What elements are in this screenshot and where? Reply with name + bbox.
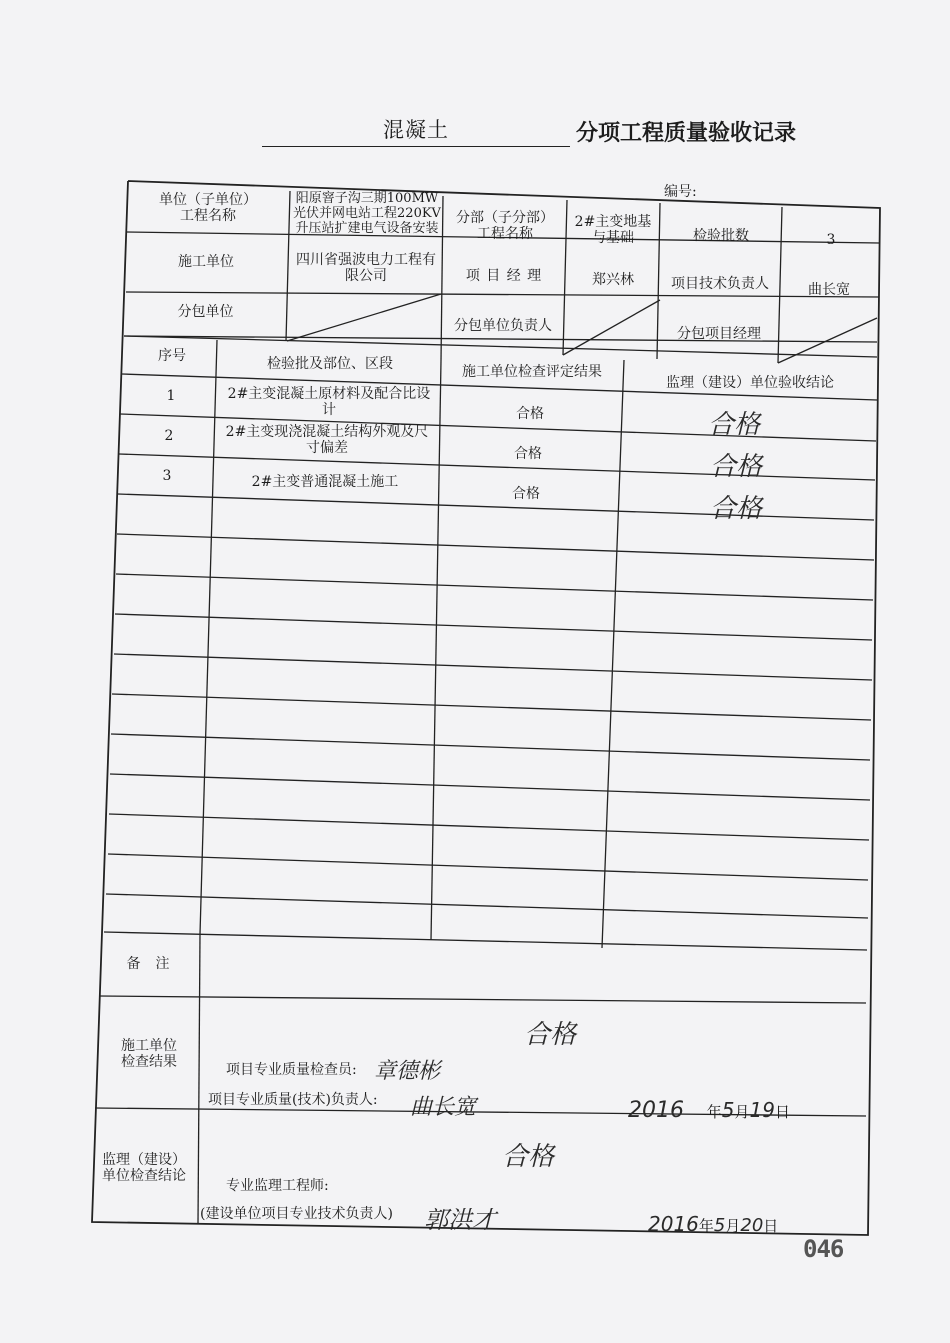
col-header-conclusion: 监理（建设）单位验收结论 [666, 375, 834, 391]
supervisor-date [648, 1212, 778, 1236]
contractor-date-month-char: 月 [734, 1103, 750, 1121]
row1-conclusion: 合格 [708, 410, 761, 440]
owner-label: (建设单位项目专业技术负责人) [200, 1206, 393, 1222]
row3-conclusion: 合格 [710, 494, 763, 524]
contractor-date-year-char: 年 [706, 1103, 722, 1121]
tech-lead-signature: 曲长宽 [410, 1095, 477, 1120]
sub-lead-label: 分包单位负责人 [454, 318, 552, 334]
contractor-date [628, 1098, 790, 1123]
row2-conclusion: 合格 [710, 452, 763, 482]
supervisor-date-year-char: 年 [698, 1217, 714, 1235]
unit-label: 单位（子单位） 工程名称 [159, 192, 257, 225]
supervisor-date-month-char: 月 [725, 1217, 741, 1235]
col-header-no: 序号 [158, 348, 186, 364]
row3-no: 3 [162, 468, 172, 484]
row1-no: 1 [166, 388, 176, 404]
pm-label: 项 目 经 理 [465, 268, 543, 284]
form-title: 分项工程质量验收记录 [576, 121, 797, 146]
page-number: 046 [803, 1235, 844, 1263]
tech-lead-label: 项目技术负责人 [671, 276, 769, 292]
row1-result: 合格 [516, 406, 544, 422]
item-name: 混凝土 [383, 118, 449, 142]
row2-no: 2 [164, 428, 174, 444]
contractor-label: 施工单位 [178, 254, 234, 270]
supervisor-check-label: 监理（建设） 单位检查结论 [102, 1152, 186, 1185]
sub-pm-label: 分包项目经理 [677, 326, 761, 342]
supervisor-date-day: 20 [740, 1215, 764, 1236]
batch-count-label: 检验批数 [693, 228, 749, 244]
contractor-date-day-char: 日 [775, 1103, 791, 1121]
supervisor-date-day-char: 日 [763, 1217, 779, 1235]
inspector-label: 项目专业质量检查员: [226, 1062, 357, 1078]
supervisor-check-result: 合格 [502, 1142, 555, 1172]
contractor-check-label: 施工单位 检查结果 [121, 1038, 177, 1071]
engineer-label: 专业监理工程师: [226, 1178, 329, 1194]
contractor-date-month: 5 [721, 1098, 735, 1122]
contractor-date-year: 2016 [628, 1098, 684, 1123]
supervisor-date-year: 2016 [648, 1212, 699, 1236]
row3-part: 2#主变普通混凝土施工 [251, 474, 399, 490]
contractor-check-result: 合格 [524, 1020, 577, 1050]
code-label: 编号: [664, 184, 697, 200]
contractor-value: 四川省强波电力工程有限公司 [296, 252, 436, 285]
subcontractor-label: 分包单位 [177, 304, 234, 320]
unit-value: 阳原窨子沟三期100MW光伏并网电站工程220KV升压站扩建电气设备安装 [293, 191, 441, 236]
col-header-result: 施工单位检查评定结果 [462, 364, 602, 380]
supervisor-date-month: 5 [713, 1215, 726, 1236]
row2-part: 2#主变现浇混凝土结构外观及尺寸偏差 [225, 424, 429, 457]
row3-result: 合格 [512, 486, 540, 502]
contractor-date-day: 19 [749, 1098, 775, 1122]
tech-lead-value: 曲长宽 [808, 282, 850, 298]
division-label: 分部（子分部） 工程名称 [456, 210, 554, 243]
engineer-signature: 郭洪才 [424, 1206, 496, 1234]
batch-count-value: 3 [826, 232, 836, 248]
division-value: 2#主变地基与基础 [574, 214, 652, 247]
inspector-signature: 章德彬 [374, 1059, 441, 1084]
col-header-part: 检验批及部位、区段 [267, 356, 393, 372]
tech-lead-sign-label: 项目专业质量(技术)负责人: [208, 1092, 378, 1108]
row1-part: 2#主变混凝土原材料及配合比设计 [227, 386, 431, 419]
row2-result: 合格 [514, 446, 542, 462]
remarks-label: 备 注 [126, 956, 172, 972]
pm-value: 郑兴林 [592, 272, 634, 288]
